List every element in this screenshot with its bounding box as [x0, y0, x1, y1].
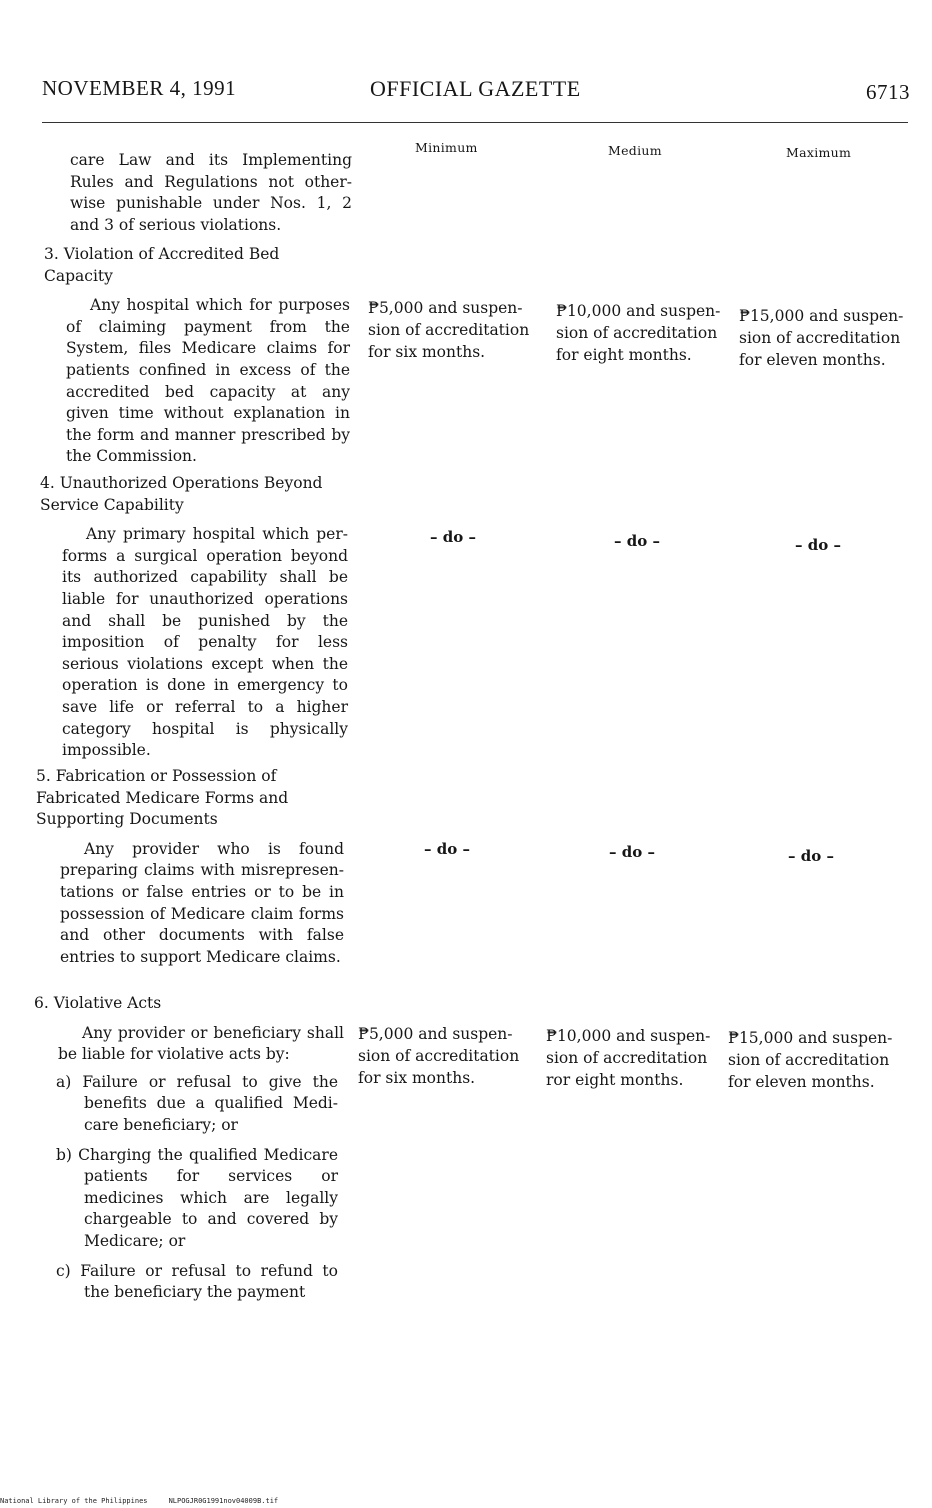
section-6-item-a: a) Failure or refusal to give the benefits due a qualified Medi-care beneficiary; or — [56, 1072, 338, 1134]
penalty-s3-medium: ₱10,000 and suspen-sion of accreditation for eight months. — [556, 302, 721, 364]
penalty-s3-minimum: ₱5,000 and suspen-sion of accreditation for six months. — [368, 299, 530, 361]
section-3-body: Any hospital which for purposes of claiming payment from the System, files Medicare claims for patients confined in excess of the accredited bed capacity at any given time without explanation in the form and manner prescribed by the Commission. — [66, 296, 350, 466]
penalty-s5-minimum: – do – — [424, 840, 470, 858]
column-head-minimum: Minimum — [415, 140, 478, 155]
penalty-s5-medium: – do – — [609, 843, 655, 861]
page-number: 6713 — [866, 80, 910, 104]
section-5-title: 5. Fabrication or Possession of Fabricated Medicare Forms and Supporting Documents — [36, 767, 289, 829]
column-head-medium: Medium — [608, 143, 662, 158]
section-6-item-b: b) Charging the qualified Medicare patients for services or medicines which are legally chargeable to and covered by Medicare; or — [56, 1145, 338, 1250]
header-title: OFFICIAL GAZETTE — [370, 76, 581, 101]
penalty-s6-medium: ₱10,000 and suspen-sion of accreditation ror eight months. — [546, 1027, 711, 1089]
section-4-title: 4. Unauthorized Operations Beyond Service Capability — [40, 474, 323, 514]
section-6-title: 6. Violative Acts — [34, 994, 162, 1012]
header-date: NOVEMBER 4, 1991 — [42, 76, 237, 100]
paragraph-continuation: care Law and its Implementing Rules and Regulations not other-wise punishable under Nos. 1, 2 and 3 of serious violations. — [70, 151, 352, 234]
penalty-s4-medium: – do – — [614, 532, 660, 550]
penalty-s5-maximum: – do – — [788, 847, 834, 865]
section-4 — [40, 473, 348, 762]
section-3 — [44, 244, 350, 468]
penalty-s6-maximum: ₱15,000 and suspen-sion of accreditation for eleven months. — [728, 1029, 893, 1091]
archive-footer: National Library of the Philippines NLPOGJR0G1991nov04009B.tif — [0, 1497, 279, 1505]
section-4-body: Any primary hospital which per-forms a surgical operation beyond its authorized capability shall be liable for unauthorized operations and shall be punished by the imposition of penalty for less serious violations except when the operation is done in emergency to save life or referral to a higher category hospital is physically impossible. — [62, 525, 348, 760]
section-5-body: Any provider who is found preparing claims with misrepresen-tations or false entries or to be in possession of Medicare claim forms and other documents with false entries to support Medicare claims. — [60, 839, 344, 966]
left-text-p0 — [70, 150, 352, 236]
section-6 — [34, 993, 344, 1304]
section-6-body: Any provider or beneficiary shall be liable for violative acts by: — [58, 1023, 344, 1064]
penalty-s4-minimum: – do – — [430, 528, 476, 546]
penalty-s3-maximum: ₱15,000 and suspen-sion of accreditation for eleven months. — [739, 307, 904, 369]
header-rule — [42, 122, 908, 123]
section-6-item-c: c) Failure or refusal to refund to the beneficiary the payment — [56, 1261, 338, 1302]
penalty-s4-maximum: – do – — [795, 536, 841, 554]
section-3-title: 3. Violation of Accredited Bed Capacity — [44, 245, 280, 285]
column-head-maximum: Maximum — [786, 145, 852, 160]
section-5 — [36, 766, 344, 968]
penalty-s6-minimum: ₱5,000 and suspen-sion of accreditation for six months. — [358, 1025, 520, 1087]
